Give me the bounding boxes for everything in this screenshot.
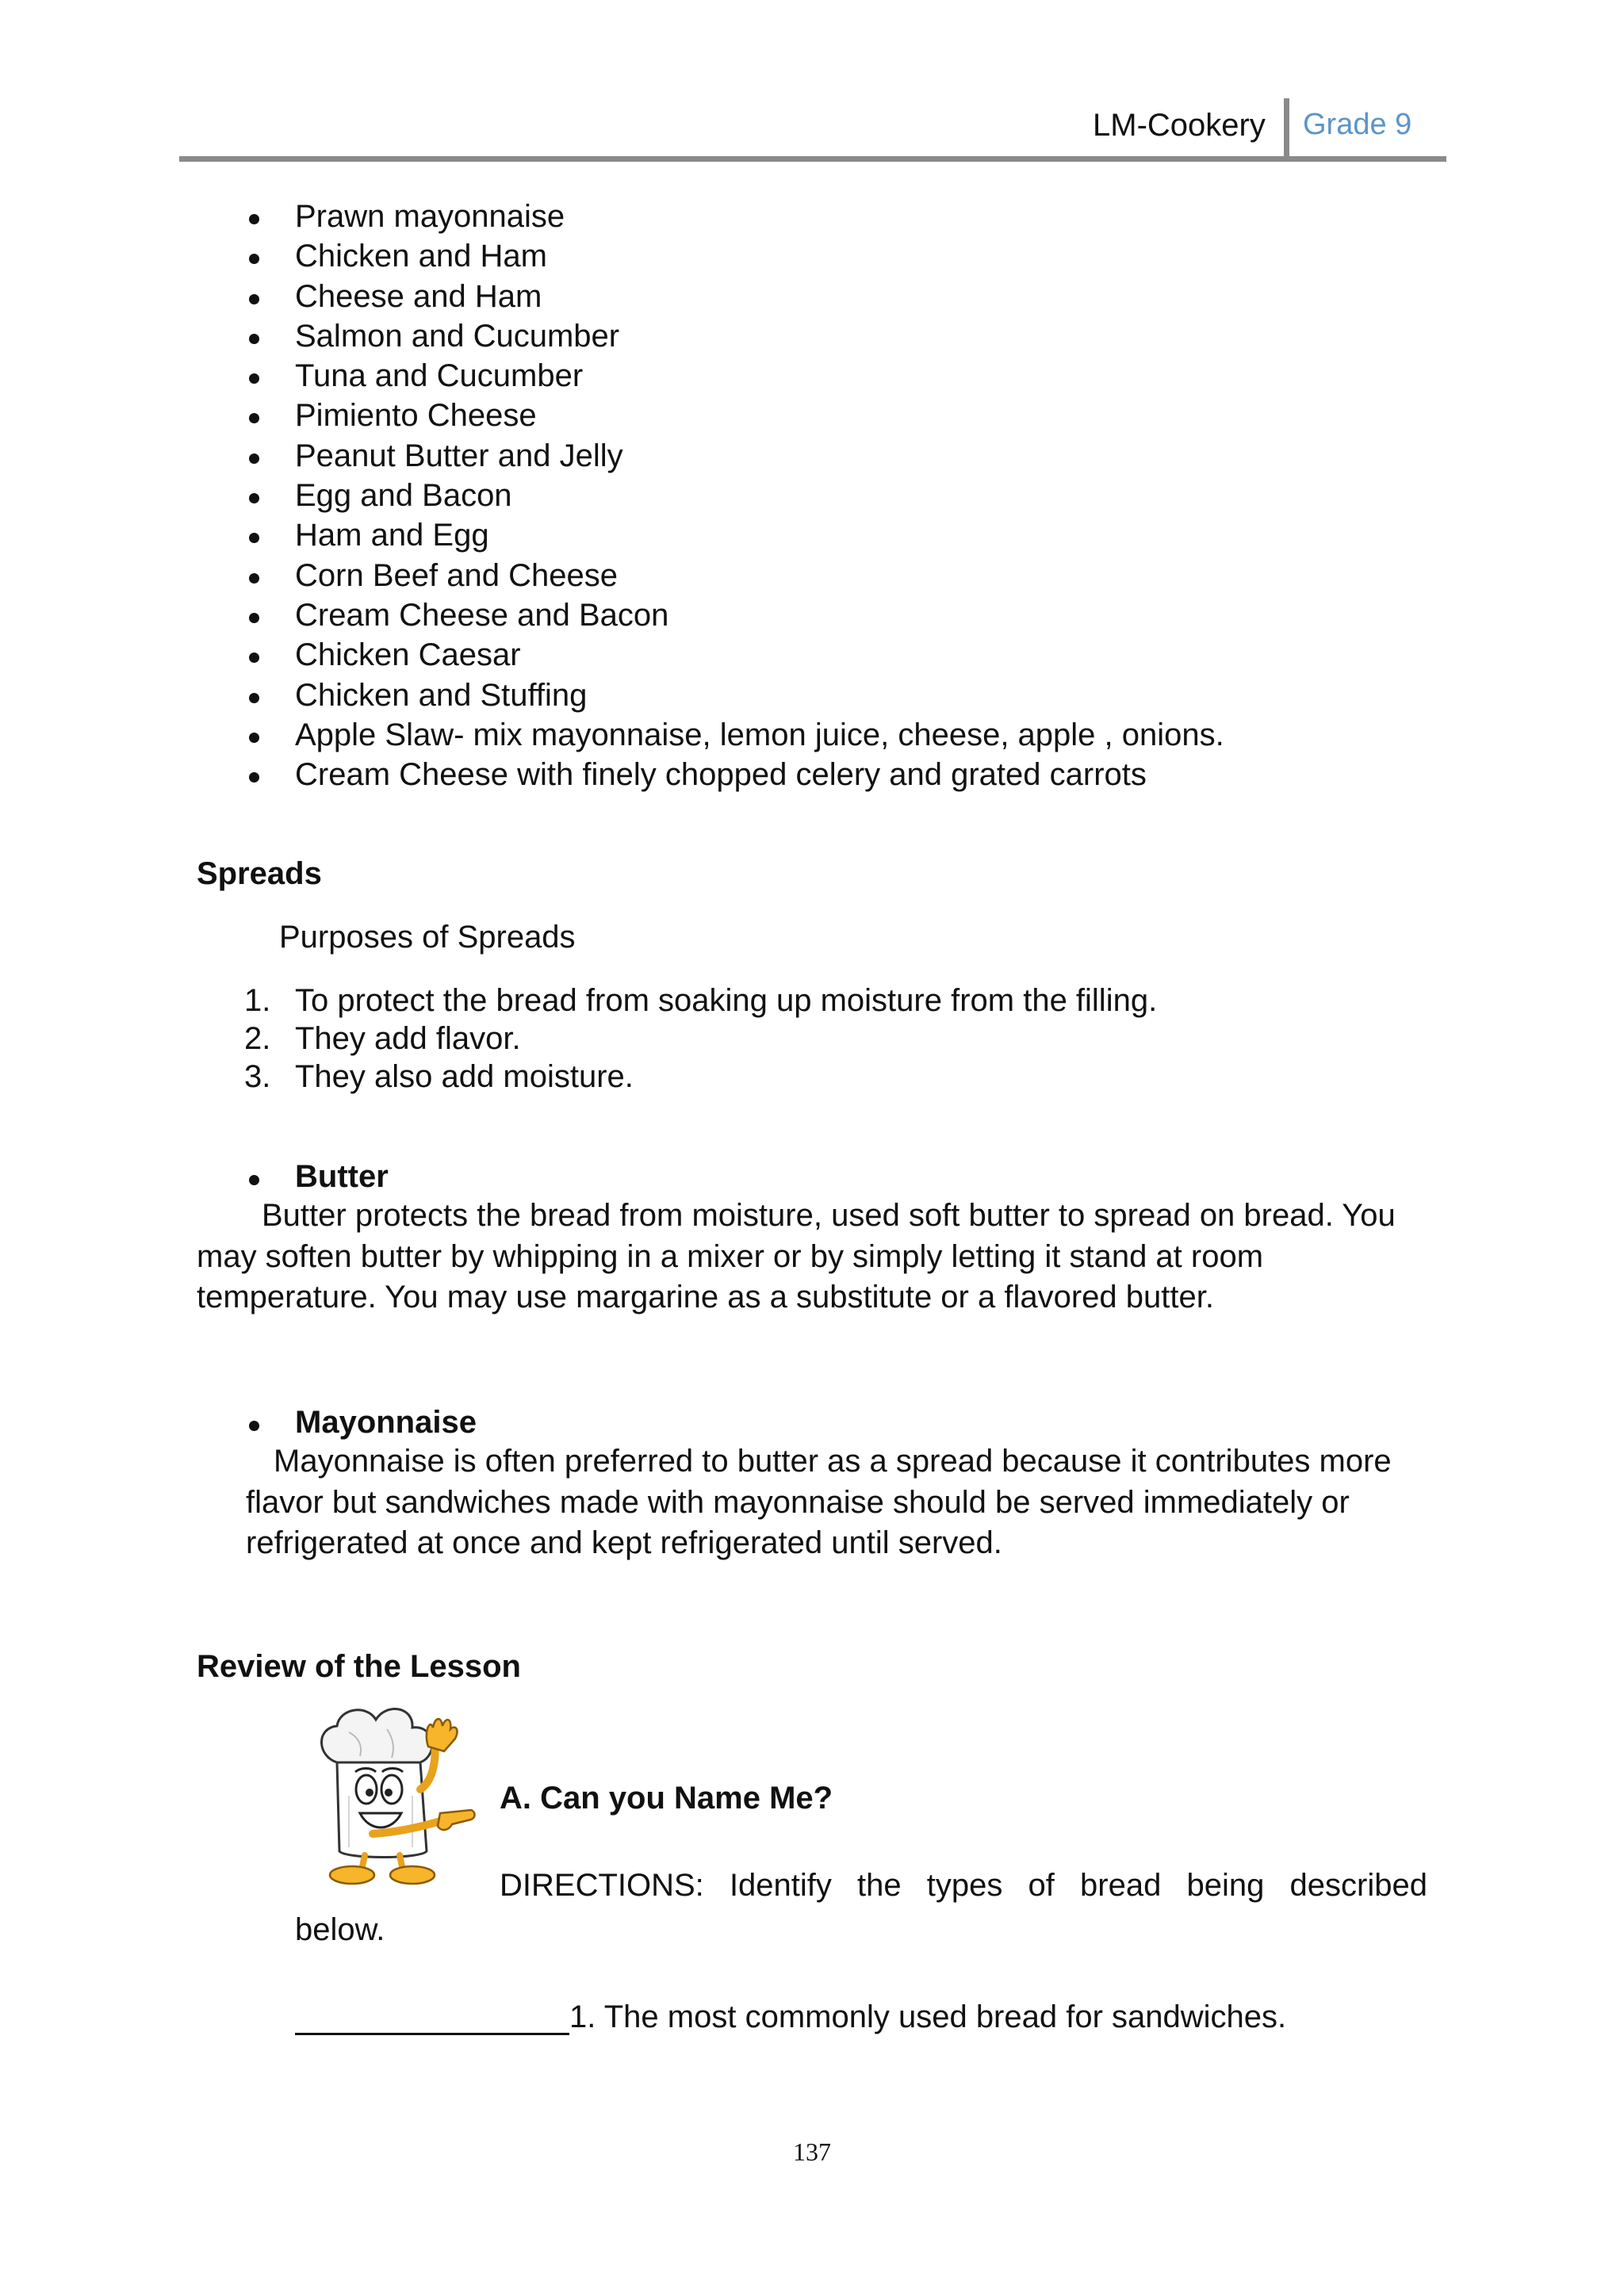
bullet [249,294,259,304]
directions-text: DIRECTIONS: Identify the types of bread being described [500,1868,1427,1903]
bullet [249,1421,259,1431]
butter-heading: Butter [295,1159,389,1194]
bullet [249,613,259,623]
bullet [249,733,259,743]
bullet [249,334,259,344]
header-grade: Grade 9 [1303,108,1412,141]
bullet [249,214,259,224]
page-number: 137 [793,2137,831,2166]
bullet [249,1175,259,1185]
header-title: LM-Cookery [1093,108,1266,143]
bullet [249,533,259,543]
purposes-label: Purposes of Spreads [279,920,576,955]
section-heading-review: Review of the Lesson [197,1649,521,1684]
bullet [249,254,259,264]
chef-mascot-icon [293,1701,477,1887]
part-a-title: A. Can you Name Me? [500,1781,833,1816]
bullet [249,693,259,703]
mayonnaise-paragraph: Mayonnaise is often preferred to butter as a spread because it contributes more flavor but sandwiches made with mayonnaise should be served immediately or refrigerated at once and kept refrigerated until served. [246,1444,1392,1560]
bullet [249,453,259,464]
answer-blank[interactable] [295,2033,569,2035]
header-rule [179,156,1446,162]
bullet [249,652,259,663]
section-heading-spreads: Spreads [197,856,322,891]
mayonnaise-heading: Mayonnaise [295,1405,477,1440]
bullet [249,373,259,384]
bullet [249,413,259,423]
header-divider [1284,98,1289,157]
butter-paragraph: Butter protects the bread from moisture, used soft butter to spread on bread. You may soften butter by whipping in a mixer or by simply letting it stand at room temperature. You may use margarine as a substitute or a flavored butter. [197,1198,1396,1314]
question-1: 1. The most commonly used bread for sandwiches. [569,1999,1287,2034]
bullet [249,573,259,584]
bullet [249,772,259,783]
directions-text-end: below. [295,1912,385,1947]
bullet [249,493,259,503]
